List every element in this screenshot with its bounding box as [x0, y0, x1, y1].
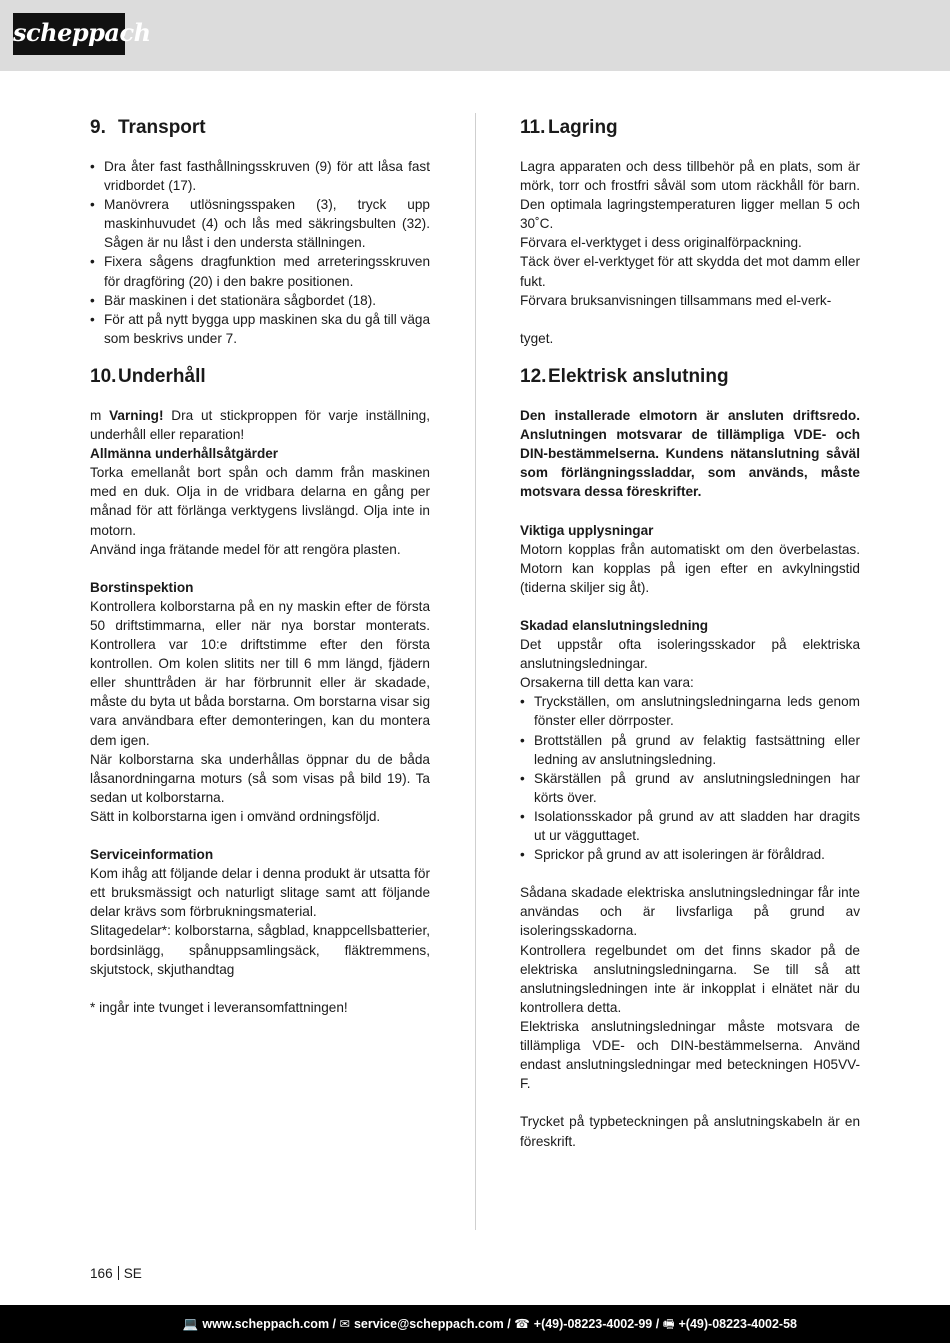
- phone-icon: ☎: [514, 1317, 530, 1331]
- intro-bold-paragraph: Den installerade elmotorn är ansluten driftsredo. Anslutningen motsvarar de tillämpliga VDE- och DIN-bestämmelserna. Kundens nätanslutning såväl som förlängningssladdar, som används, måste motsvara dessa föreskrifter.: [520, 407, 860, 500]
- paragraph: Förvara el-verktyget i dess originalförpackning.: [520, 235, 802, 251]
- section-heading-elektrisk: [520, 365, 860, 389]
- subheading-brush: Borstinspektion: [90, 579, 194, 595]
- page-number-separator: [118, 1266, 119, 1280]
- footer-website[interactable]: www.scheppach.com /: [202, 1317, 337, 1331]
- footer-contacts: [183, 1305, 797, 1343]
- section-heading-transport: [90, 116, 430, 140]
- list-item: • Tryckställen, om anslutningsledningarna leds genom fönster eller dörrposter.: [520, 692, 860, 730]
- footer-fax: +(49)-08223-4002-58: [678, 1317, 797, 1331]
- paragraph: Lagra apparaten och dess tillbehör på en plats, som är mörk, torr och frostfri såväl som utom räckhåll för barn. Den optimala lagringstemperaturen ligger mellan 5 och 30˚C.: [520, 159, 860, 232]
- paragraph: Det uppstår ofta isoleringsskador på elektriska anslutningsledningar.: [520, 637, 860, 672]
- paragraph: Sådana skadade elektriska anslutningsledningar får inte användas och är livsfarliga på grund av isoleringsskadorna.: [520, 885, 860, 939]
- footer-phone: +(49)-08223-4002-99 /: [533, 1317, 660, 1331]
- subheading-general: Allmänna underhållsåtgärder: [90, 446, 279, 462]
- section-heading-underhall: [90, 365, 430, 389]
- list-item: • För att på nytt bygga upp maskinen ska du gå till väga som beskrivs under 7.: [90, 310, 430, 348]
- paragraph: Förvara bruksanvisningen tillsammans med el-verk-: [520, 292, 832, 308]
- paragraph: Kom ihåg att följande delar i denna produkt är utsatta för ett bruksmässigt och naturligt slitage samt att följande delar krävs som förbrukningsmaterial.: [90, 866, 430, 920]
- paragraph: Orsakerna till detta kan vara:: [520, 675, 694, 691]
- scheppach-logo: scheppach: [13, 13, 125, 55]
- section-title: Lagring: [548, 117, 618, 138]
- underhall-body: [90, 406, 430, 1017]
- paragraph: Kontrollera kolborstarna på en ny maskin efter de första 50 driftstimmarna, eller när nya borstar monterats. Kontrollera var 10:e driftstimme efter den första kontrollen. Om kolen slitits ner till 6 mm längd, fjädern eller shunttråden är har förbrunnit eller är skadade, måste du byta ut båda borstarna. Om borstarna visar sig vara användbara efter demonteringen, kan du montera dem igen.: [90, 598, 431, 748]
- mail-icon: ✉: [339, 1317, 350, 1331]
- subheading-damaged: Skadad elanslutningsledning: [520, 617, 709, 633]
- paragraph: Elektriska anslutningsledningar måste motsvara de tillämpliga VDE- och DIN-bestämmelserna. Använd endast anslutningsledningar med beteckningen H05VV-F.: [520, 1018, 860, 1092]
- list-item: • Sprickor på grund av att isoleringen är föråldrad.: [520, 845, 860, 864]
- elektrisk-body: [520, 406, 860, 1151]
- header-band: [0, 0, 950, 71]
- paragraph: Motorn kopplas från automatiskt om den överbelastas. Motorn kan kopplas på igen efter en avkylningstid (tiderna skiljer sig åt).: [520, 541, 860, 595]
- list-item: • Brottställen på grund av felaktig fastsättning eller ledning av anslutningsledning.: [520, 731, 860, 769]
- section-number: 12.: [520, 365, 547, 387]
- footnote: * ingår inte tvunget i leveransomfattningen!: [90, 999, 348, 1015]
- page-number: [90, 1265, 142, 1283]
- paragraph: Använd inga frätande medel för att rengöra plasten.: [90, 541, 401, 557]
- paragraph: Slitagedelar*: kolborstarna, sågblad, knappcellsbatterier, bordsinlägg, spånuppsamlingsäck, fläktremmens, skjutstock, skjuthandtag: [90, 923, 430, 977]
- section-number: 11.: [520, 117, 546, 138]
- list-item: • Fixera sågens dragfunktion med arreteringsskruven för dragföring (20) i den bakre positionen.: [90, 252, 430, 290]
- section-title: Underhåll: [118, 365, 206, 387]
- warning-icon: m: [90, 407, 102, 423]
- section-title: Elektrisk anslutning: [548, 365, 729, 387]
- section-number: 9.: [90, 117, 106, 138]
- warning-paragraph: [90, 406, 430, 444]
- transport-list: [90, 157, 430, 348]
- paragraph: Kontrollera regelbundet om det finns skador på de elektriska anslutningsledningarna. Se till så att anslutningsledningen inte är inkopplat i elnätet när du kontrollera detta.: [520, 942, 860, 1015]
- section-title: Transport: [118, 117, 206, 138]
- paragraph: När kolborstarna ska underhållas öppnar du de båda låsanordningarna moturs (så som visas på bild 19). Ta sedan ut kolborstarna.: [90, 751, 430, 805]
- paragraph: Trycket på typbeteckningen på anslutningskabeln är en föreskrift.: [520, 1114, 860, 1149]
- list-item: • Isolationsskador på grund av att sladden har dragits ut ur vägguttaget.: [520, 807, 860, 845]
- footer-band: [0, 1305, 950, 1343]
- warning-label: Varning!: [109, 407, 164, 423]
- list-item: • Manövrera utlösningsspaken (3), tryck upp maskinhuvudet (4) och lås med säkringsbulten (32). Sågen är nu låst i den understa ställningen.: [90, 195, 430, 252]
- page-number-value: 166: [90, 1266, 113, 1281]
- paragraph: Sätt in kolborstarna igen i omvänd ordningsföljd.: [90, 808, 381, 824]
- causes-list: [520, 692, 860, 864]
- subheading-info: Viktiga upplysningar: [520, 522, 654, 538]
- lagring-body: [520, 157, 860, 348]
- paragraph: Täck över el-verktyget för att skydda det mot damm eller fukt.: [520, 254, 860, 289]
- computer-icon: 💻: [182, 1317, 199, 1331]
- footer-email[interactable]: service@scheppach.com /: [353, 1317, 511, 1331]
- right-column: [520, 116, 860, 1151]
- paragraph: Torka emellanåt bort spån och damm från maskinen med en duk. Olja in de vridbara delarna en gång per månad för att förlänga verktygens livslängd. Olja inte in motorn.: [90, 465, 430, 538]
- list-item: • Skärställen på grund av anslutningsledningen har körts över.: [520, 769, 860, 807]
- paragraph: tyget.: [520, 330, 554, 346]
- subheading-service: Serviceinformation: [90, 847, 214, 863]
- list-item: • Bär maskinen i det stationära sågbordet (18).: [90, 291, 430, 310]
- fax-icon: 🖷: [662, 1317, 675, 1331]
- column-divider: [475, 113, 476, 1230]
- section-heading-lagring: [520, 116, 860, 140]
- page-language: SE: [123, 1266, 142, 1281]
- list-item: • Dra åter fast fasthållningsskruven (9) för att låsa fast vridbordet (17).: [90, 157, 430, 195]
- section-number: 10.: [90, 365, 117, 387]
- left-column: [90, 116, 430, 1017]
- warning-text: Dra ut stickproppen för varje inställning, underhåll eller reparation!: [90, 407, 431, 443]
